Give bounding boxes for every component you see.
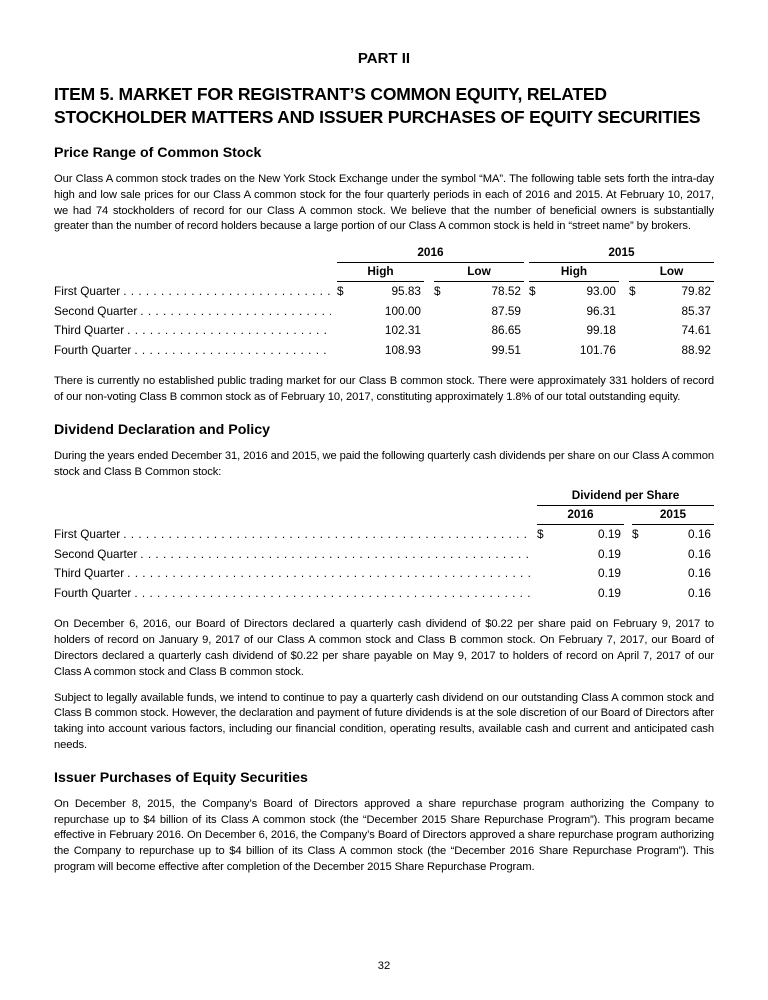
currency-symbol: $ (529, 284, 536, 299)
year-header-2015: 2015 (529, 244, 714, 263)
leader-dots (140, 302, 331, 321)
group-header-row (54, 487, 714, 506)
col-header-high-2016: High (337, 263, 424, 282)
currency-symbol: $ (632, 527, 639, 542)
cell-value: 108.93 (384, 342, 421, 357)
column-header-row (54, 506, 714, 525)
table-row (54, 341, 714, 361)
price-range-paragraph-1: Our Class A common stock trades on the New York Stock Exchange under the symbol “MA”. The following table sets forth the intra-day high and low sale prices for our Class A common stock for the four quarterly periods in each of 2016 and 2015. At February 10, 2017, we had 74 stockholders of record for our Class A common stock. We believe that the number of beneficial owners is substantially greater than the number of record holders because a large portion of our Class A common stock is held in “street name” by brokers. (54, 173, 714, 233)
part-title: PART II (357, 50, 411, 67)
currency-symbol: $ (434, 284, 441, 299)
year-header-row (54, 244, 714, 263)
dividend-paragraph-3: Subject to legally available funds, we intend to continue to pay a quarterly cash dividend on our outstanding Class A common stock and Class B common stock. However, the declaration and payment of future dividends is at the sole discretion of our Board of Directors after taking into account various factors, including our financial condition, operating results, available cash and current and anticipated cash needs. (54, 691, 714, 751)
cell-value: 86.65 (491, 323, 521, 338)
col-header-low-2016: Low (434, 263, 524, 282)
cell-value: 95.83 (391, 284, 421, 299)
cell-value: 0.16 (688, 546, 711, 561)
col-header-high-2015: High (529, 263, 619, 282)
price-range-table (54, 244, 714, 360)
row-label: First Quarter (54, 284, 121, 299)
leader-dots (140, 545, 531, 564)
cell-value: 79.82 (681, 284, 711, 299)
table-row (54, 302, 714, 322)
row-label: Third Quarter (54, 566, 125, 581)
cell-value: 74.61 (681, 323, 711, 338)
cell-value: 0.16 (688, 527, 711, 542)
cell-value: 102.31 (384, 323, 421, 338)
leader-dots (123, 282, 331, 301)
cell-value: 96.31 (586, 303, 616, 318)
table-row (54, 321, 714, 341)
leader-dots (123, 525, 531, 544)
row-label: Fourth Quarter (54, 342, 132, 357)
row-label: Fourth Quarter (54, 585, 132, 600)
dividend-heading: Dividend Declaration and Policy (54, 421, 271, 438)
issuer-purchases-heading: Issuer Purchases of Equity Securities (54, 769, 308, 786)
column-header-row (54, 263, 714, 282)
cell-value: 87.59 (491, 303, 521, 318)
cell-value: 99.18 (586, 323, 616, 338)
price-range-paragraph-2: There is currently no established public trading market for our Class B common stock. There were approximately 331 holders of record of our non-voting Class B common stock as of February 10, 2017, constituting approximately 1.8% of our total outstanding equity. (54, 375, 714, 403)
cell-value: 0.16 (688, 585, 711, 600)
col-header-low-2015: Low (629, 263, 714, 282)
leader-dots (127, 564, 531, 583)
group-header-dividend-per-share: Dividend per Share (537, 487, 714, 506)
cell-value: 99.51 (491, 342, 521, 357)
leader-dots (134, 341, 331, 360)
row-label: Second Quarter (54, 303, 138, 318)
cell-value: 0.19 (598, 527, 621, 542)
dividend-paragraph-1: During the years ended December 31, 2016 and 2015, we paid the following quarterly cash dividends per share on our Class A common stock and Class B Common stock: (54, 449, 714, 478)
table-row (54, 525, 714, 545)
col-header-2015: 2015 (632, 506, 714, 525)
cell-value: 0.19 (598, 566, 621, 581)
cell-value: 93.00 (586, 284, 616, 299)
table-row (54, 584, 714, 604)
row-label: Second Quarter (54, 546, 138, 561)
cell-value: 85.37 (681, 303, 711, 318)
table-row (54, 545, 714, 565)
col-header-2016: 2016 (537, 506, 624, 525)
dividend-paragraph-2: On December 6, 2016, our Board of Directors declared a quarterly cash dividend of $0.22 per share paid on February 9, 2017 to holders of record on January 9, 2017 of our Class A common stock and Class B common stock. On February 7, 2017, our Board of Directors declared a quarterly cash dividend of $0.22 per share payable on May 9, 2017 to holders of record on April 7, 2017 of our Class A common stock and Class B common stock. (54, 618, 714, 678)
currency-symbol: $ (629, 284, 636, 299)
currency-symbol: $ (537, 527, 544, 542)
cell-value: 88.92 (681, 342, 711, 357)
leader-dots (134, 584, 531, 603)
page-number: 32 (377, 960, 391, 972)
cell-value: 0.19 (598, 546, 621, 561)
table-row (54, 564, 714, 584)
price-range-heading: Price Range of Common Stock (54, 145, 262, 161)
table-row (54, 282, 714, 302)
year-header-2016: 2016 (337, 244, 524, 263)
cell-value: 0.19 (598, 585, 621, 600)
cell-value: 100.00 (384, 303, 421, 318)
cell-value: 78.52 (491, 284, 521, 299)
row-label: Third Quarter (54, 323, 125, 338)
dividend-table (54, 487, 714, 603)
issuer-purchases-paragraph-1: On December 8, 2015, the Company’s Board of Directors approved a share repurchase program authorizing the Company to repurchase up to $4 billion of its Class A common stock (the “December 2015 Share Repurchase Program”). This program became effective in February 2016. On December 6, 2016, the Company’s Board of Directors approved a share repurchase program authorizing the Company to repurchase up to $4 billion of its Class A common stock (the “December 2016 Share Repurchase Program”). This program will become effective after completion of the December 2015 Share Repurchase Program. (54, 797, 714, 873)
leader-dots (127, 321, 331, 340)
cell-value: 101.76 (579, 342, 616, 357)
cell-value: 0.16 (688, 566, 711, 581)
item-5-heading: ITEM 5. MARKET FOR REGISTRANT’S COMMON EQUITY, RELATED STOCKHOLDER MATTERS AND ISSUER PURCHASES OF EQUITY SECURITIES (54, 84, 701, 127)
currency-symbol: $ (337, 284, 344, 299)
row-label: First Quarter (54, 527, 121, 542)
